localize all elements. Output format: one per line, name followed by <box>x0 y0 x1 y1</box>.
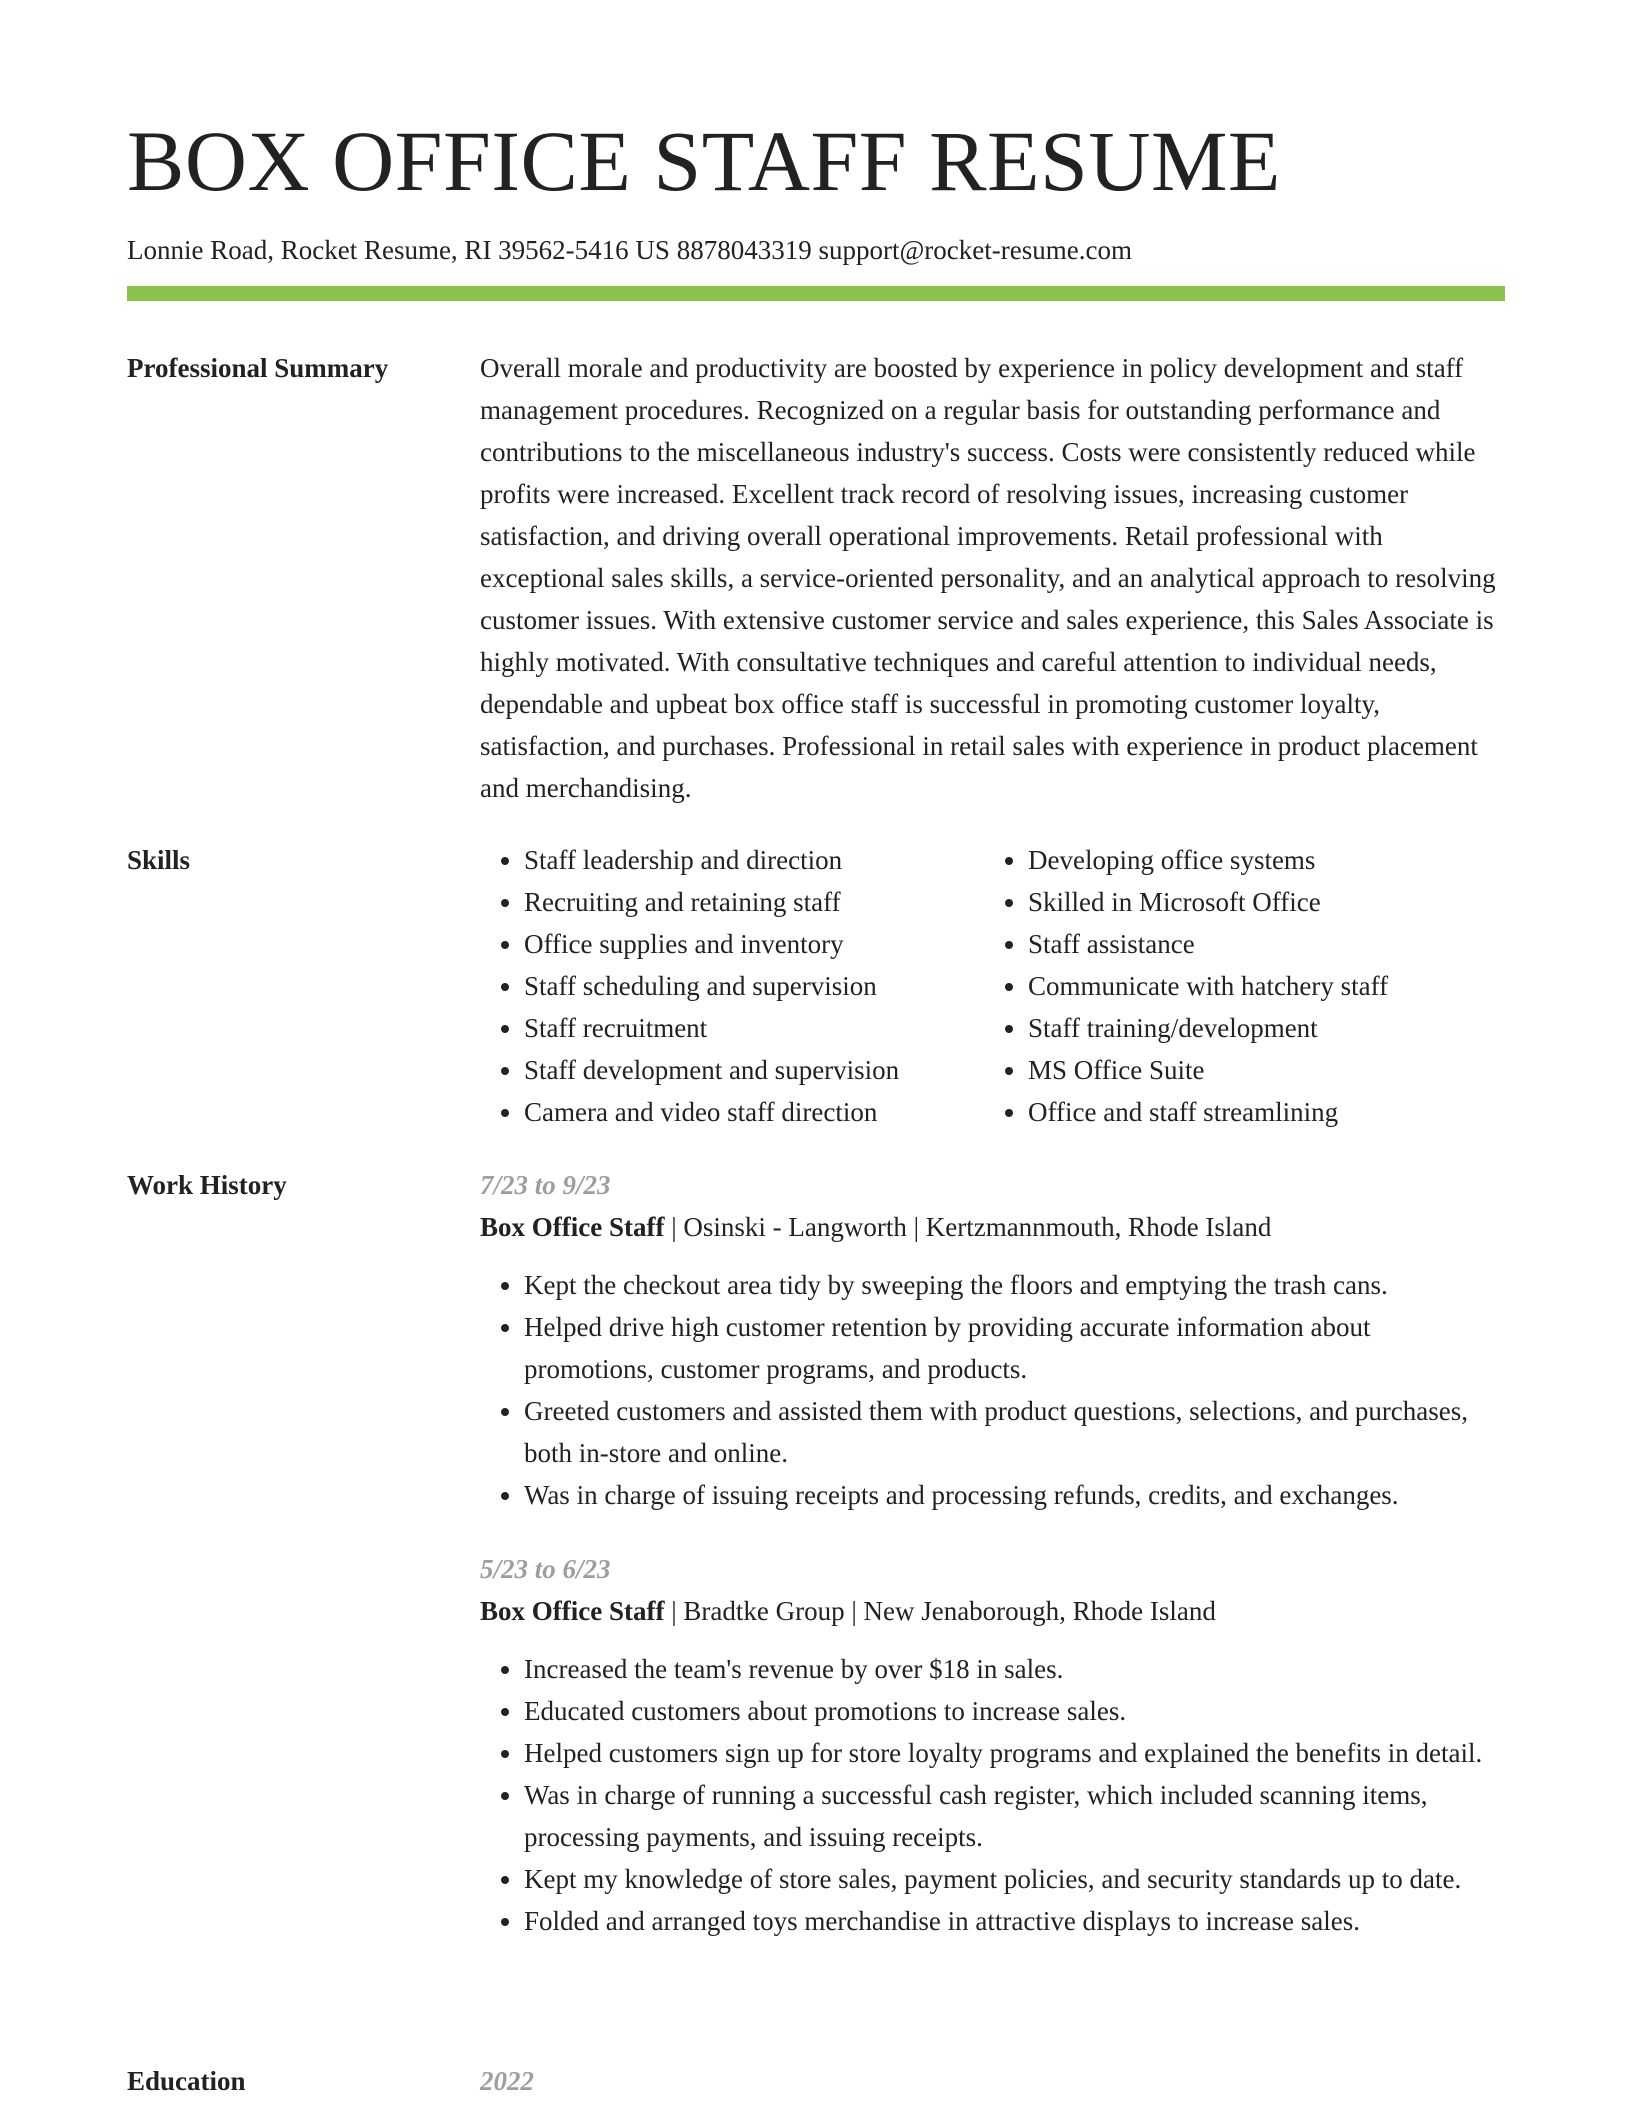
job-dates: 5/23 to 6/23 <box>480 1554 611 1584</box>
job-company-location: | Osinski - Langworth | Kertzmannmouth, Rhode Island <box>664 1212 1272 1242</box>
job-bullet: • Increased the team's revenue by over $18 in sales. <box>524 1648 1505 1690</box>
skill-item: • Staff training/development <box>1028 1007 1498 1049</box>
skills-label: Skills <box>127 845 191 875</box>
resume-title: BOX OFFICE STAFF RESUME <box>127 113 1281 209</box>
summary-content <box>480 347 1505 809</box>
skill-item: • Developing office systems <box>1028 839 1498 881</box>
job-company-location: | Bradtke Group | New Jenaborough, Rhode Island <box>664 1596 1216 1626</box>
work-history-label: Work History <box>127 1170 287 1200</box>
skill-item: • Communicate with hatchery staff <box>1028 965 1498 1007</box>
skills-content <box>480 839 1505 1133</box>
job-bullet: • Greeted customers and assisted them with product questions, selections, and purchases, both in-store and online. <box>524 1390 1505 1474</box>
summary-label: Professional Summary <box>127 353 389 383</box>
header-divider <box>127 286 1505 301</box>
job-bullet: • Helped customers sign up for store loyalty programs and explained the benefits in detail. <box>524 1732 1505 1774</box>
job-dates: 7/23 to 9/23 <box>480 1170 611 1200</box>
skill-item: • Staff scheduling and supervision <box>524 965 984 1007</box>
skill-item: • Staff assistance <box>1028 923 1498 965</box>
skill-item: • Staff development and supervision <box>524 1049 984 1091</box>
skill-item: • Skilled in Microsoft Office <box>1028 881 1498 923</box>
skill-item: • MS Office Suite <box>1028 1049 1498 1091</box>
skills-list-left <box>480 839 984 1133</box>
skills-columns <box>480 839 1505 1133</box>
skill-item: • Recruiting and retaining staff <box>524 881 984 923</box>
job-bullet: • Folded and arranged toys merchandise in attractive displays to increase sales. <box>524 1900 1505 1942</box>
job-entry <box>480 1164 1505 1516</box>
skill-item: • Office and staff streamlining <box>1028 1091 1498 1133</box>
job-bullet: • Educated customers about promotions to increase sales. <box>524 1690 1505 1732</box>
education-date: 2022 <box>480 2066 534 2096</box>
job-bullets <box>480 1264 1505 1516</box>
skill-item: • Office supplies and inventory <box>524 923 984 965</box>
job-bullet: • Was in charge of issuing receipts and processing refunds, credits, and exchanges. <box>524 1474 1505 1516</box>
summary-text: Overall morale and productivity are boosted by experience in policy development and staff management procedures. Recognized on a regular basis for outstanding performance and contributions to the miscellaneous industry's success. Costs were consistently reduced while profits were increased. Excellent track record of resolving issues, increasing customer satisfaction, and driving overall operational improvements. Retail professional with exceptional sales skills, a service-oriented personality, and an analytical approach to resolving customer issues. With extensive customer service and sales experience, this Sales Associate is highly motivated. With consultative techniques and careful attention to individual needs, dependable and upbeat box office staff is successful in promoting customer loyalty, satisfaction, and purchases. Professional in retail sales with experience in product placement and merchandising. <box>480 353 1496 803</box>
education-content <box>480 2060 1505 2102</box>
skill-item: • Staff recruitment <box>524 1007 984 1049</box>
work-history-content <box>480 1164 1505 1942</box>
education-label: Education <box>127 2066 246 2096</box>
skill-item: • Staff leadership and direction <box>524 839 984 881</box>
skills-list-right <box>984 839 1498 1133</box>
job-title: Box Office Staff <box>480 1596 665 1626</box>
job-bullet: • Kept my knowledge of store sales, payment policies, and security standards up to date. <box>524 1858 1505 1900</box>
skill-item: • Camera and video staff direction <box>524 1091 984 1133</box>
job-bullet: • Helped drive high customer retention by providing accurate information about promotions, customer programs, and products. <box>524 1306 1505 1390</box>
job-entry <box>480 1548 1505 1942</box>
job-bullet: • Kept the checkout area tidy by sweeping the floors and emptying the trash cans. <box>524 1264 1505 1306</box>
job-heading <box>480 1590 1505 1632</box>
job-title: Box Office Staff <box>480 1212 665 1242</box>
contact-line: Lonnie Road, Rocket Resume, RI 39562-5416 US 8878043319 support@rocket-resume.com <box>127 235 1132 265</box>
job-bullets <box>480 1648 1505 1942</box>
job-bullet: • Was in charge of running a successful cash register, which included scanning items, processing payments, and issuing receipts. <box>524 1774 1505 1858</box>
job-heading <box>480 1206 1505 1248</box>
